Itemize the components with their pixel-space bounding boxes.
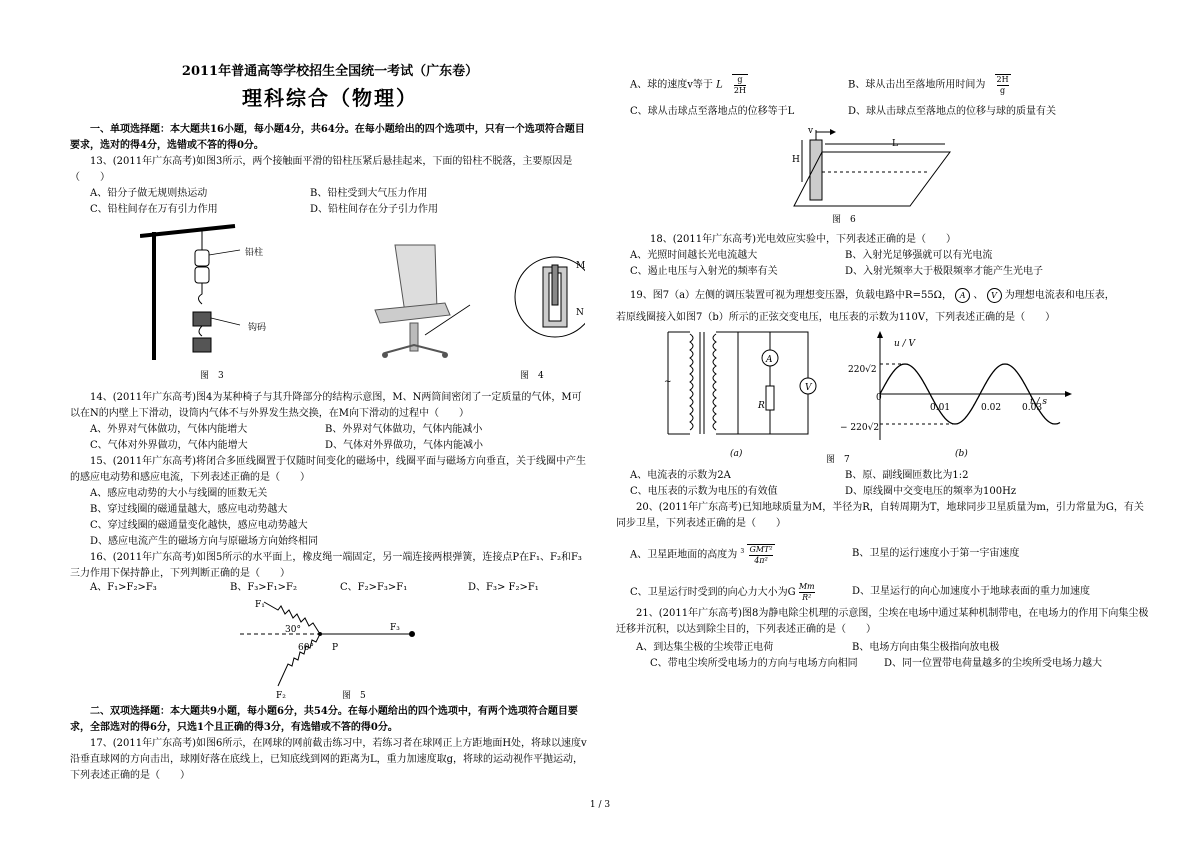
fig5-f1: F₁ — [255, 600, 265, 610]
fig7-ammeter-label: A — [766, 355, 773, 365]
q20-option-b: B、卫星的运行速度小于第一宇宙速度 — [852, 548, 1020, 559]
chart-ytick-neg: − 220√2 — [840, 423, 880, 433]
fig7-caption: 图 7 — [826, 455, 850, 465]
ammeter-symbol: A — [955, 288, 970, 303]
q21-option-a: A、到达集尘极的尘埃带正电荷 — [636, 642, 774, 653]
q15-option-b: B、穿过线圈的磁通量越大，感应电动势越大 — [90, 504, 288, 515]
chart-xtick-1: 0.01 — [930, 403, 951, 413]
q16-option-a: A、F₁>F₂>F₃ — [90, 582, 157, 593]
q21-option-d: D、同一位置带电荷量越多的尘埃所受电场力越大 — [884, 658, 1103, 669]
q17-option-b: B、球从击出至落地所用时间为 $\frac{2H}{g}$ — [848, 75, 1009, 95]
q19-option-a: A、电流表的示数为2A — [630, 470, 731, 481]
fig6-h: H — [792, 155, 800, 165]
fig7-resistor-label: R — [758, 401, 765, 411]
q13-option-b: B、铅柱受到大气压力作用 — [310, 188, 428, 199]
chart-y-arrow — [877, 331, 883, 338]
q20-option-a: A、卫星距地面的高度为 $^3$ GMT² 4π² — [630, 545, 773, 565]
chart-ytick-pos: 220√2 — [848, 365, 877, 375]
q19-option-b: B、原、副线圈匝数比为1:2 — [845, 470, 969, 481]
q20-option-d: D、卫星运行的向心加速度小于地球表面的重力加速度 — [852, 586, 1091, 597]
q14-option-a: A、外界对气体做功，气体内能增大 — [90, 424, 248, 435]
fig5-f3: F₃ — [390, 623, 400, 633]
fig3-label-lead: 铅柱 — [245, 248, 264, 258]
figure-4 — [365, 235, 585, 365]
q20-a-root: GMT² 4π² — [749, 545, 773, 565]
fig5-angle-60: 60° — [298, 643, 314, 653]
section1-heading: 一、单项选择题：本大题共16小题，每小题4分，共64分。在每小题给出的四个选项中，只有一个选项符合题目要求，选对的得4分，选错或不答的得0分。 — [70, 124, 585, 151]
q15-option-c: C、穿过线圈的磁通量变化越快，感应电动势越大 — [90, 520, 308, 531]
q16-stem: 16、(2011年广东高考)如图5所示的水平面上，橡皮绳一端固定，另一端连接两根弹簧，连接点P在F₁、F₂和F₃三力作用下保持静止，下列判断正确的是（ ） — [70, 552, 582, 579]
q13-option-c: C、铅柱间存在万有引力作用 — [90, 204, 218, 215]
fig3-label-hook: 钩码 — [248, 323, 267, 333]
q20-c-fraction: $\frac{Mm}{\text{R²}}$ — [798, 582, 815, 602]
fig4-label-m: M — [576, 261, 586, 271]
q19-option-d: D、原线圈中交变电压的频率为100Hz — [845, 486, 1017, 497]
q18-option-c: C、遏止电压与入射光的频率有关 — [630, 266, 778, 277]
q19-stem-line2: 若原线圈接入如图7（b）所示的正弦交变电压，电压表的示数为110V，下列表述正确的是（ ） — [616, 312, 1056, 323]
chart-ylabel: u / V — [894, 339, 916, 349]
fig3-caption: 图 3 — [200, 371, 224, 381]
figure-3 — [140, 220, 280, 380]
q17-option-a: A、球的速度v等于 L $\frac{g}{2H}$ — [630, 75, 746, 95]
fig7-voltmeter-label: V — [805, 383, 812, 393]
q14-option-d: D、气体对外界做功，气体内能减小 — [325, 440, 484, 451]
chart-xtick-3: 0.03 — [1022, 403, 1043, 413]
fig5-point-p: P — [332, 643, 339, 653]
exam-title: 2011年普通高等学校招生全国统一考试（广东卷） — [181, 64, 479, 79]
fig6-v: v — [808, 126, 814, 136]
q17-option-c: C、球从击球点至落地点的位移等于L — [630, 106, 795, 117]
q16-option-b: B、F₃>F₁>F₂ — [230, 582, 297, 593]
q16-option-d: D、F₃> F₂>F₁ — [468, 582, 539, 593]
q14-option-c: C、气体对外界做功，气体内能增大 — [90, 440, 248, 451]
q18-option-a: A、光照时间越长光电流越大 — [630, 250, 758, 261]
q15-stem: 15、(2011年广东高考)将闭合多匝线圈置于仅随时间变化的磁场中，线圈平面与磁场方向垂直，关于线圈中产生的感应电动势和感应电流，下列表述正确的是（ ） — [70, 456, 586, 483]
q17-b-sqrt: $\frac{2H}{g}$ — [996, 75, 1009, 95]
chart-xlabel: t / s — [1030, 397, 1047, 407]
q18-option-d: D、入射光频率大于极限频率才能产生光电子 — [845, 266, 1044, 277]
fig4-label-n: N — [576, 308, 584, 318]
chart-xtick-2: 0.02 — [981, 403, 1002, 413]
fig7-sub-b: (b) — [955, 449, 968, 459]
q20-stem: 20、(2011年广东高考)已知地球质量为M，半径为R，自转周期为T，地球同步卫星质量为m，引力常量为G，有关同步卫星，下列表述正确的是（ ） — [616, 502, 1144, 529]
section2-heading: 二、双项选择题：本大题共9小题，每小题6分，共54分。在每小题给出的四个选项中，有两个选项符合题目要求，全部选对的得6分，只选1个且正确的得3分，有选错或不答的得0分。 — [70, 706, 578, 733]
fig5-angle-30: 30° — [285, 625, 301, 635]
q14-option-b: B、外界对气体做功，气体内能减小 — [325, 424, 483, 435]
chart-origin: 0 — [876, 393, 882, 403]
q19-option-c: C、电压表的示数为电压的有效值 — [630, 486, 778, 497]
q17-stem: 17、(2011年广东高考)如图6所示，在网球的网前截击练习中，若练习者在球网正上方距地面H处，将球以速度v沿垂直球网的方向击出，球刚好落在底线上，已知底线到网的距离为L，重力加速度取g，将球的运动视作平抛运动，下列表述正确的是（ ） — [70, 738, 587, 781]
q13-option-d: D、铅柱间存在分子引力作用 — [310, 204, 439, 215]
fig7-source-label: ~ — [664, 377, 672, 387]
exam-subtitle: 理科综合（物理） — [242, 86, 418, 110]
q21-option-b: B、电场方向由集尘极指向放电极 — [852, 642, 1000, 653]
q18-option-b: B、入射光足够强就可以有光电流 — [845, 250, 993, 261]
q14-stem: 14、(2011年广东高考)图4为某种椅子与其升降部分的结构示意图，M、N两筒间密闭了一定质量的气体，M可以在N的内壁上下滑动，设筒内气体不与外界发生热交换，在M向下滑动的过程中（ ） — [70, 392, 582, 419]
fig5-f2: F₂ — [276, 691, 286, 701]
q15-option-a: A、感应电动势的大小与线圈的匝数无关 — [90, 488, 268, 499]
q13-option-a: A、铅分子做无规则热运动 — [90, 188, 208, 199]
q21-option-c: C、带电尘埃所受电场力的方向与电场方向相同 — [650, 658, 858, 669]
q19-stem-line1: 19、图7（a）左侧的调压装置可视为理想变压器，负载电路中R=55Ω， A 、 V 为理想电流表和电压表， — [630, 290, 1115, 301]
q17-a-sqrt: $\frac{g}{2H}$ — [733, 75, 746, 95]
q13-stem: 13、(2011年广东高考)如图3所示，两个接触面平滑的铅柱压紧后悬挂起来，下面的铅柱不脱落，主要原因是（ ） — [70, 156, 573, 183]
fig6-caption: 图 6 — [832, 215, 856, 225]
q17-option-d: D、球从击球点至落地点的位移与球的质量有关 — [848, 106, 1057, 117]
fig7-sub-a: (a) — [730, 449, 743, 459]
chart-x-arrow — [1065, 391, 1072, 397]
figure-7a-circuit — [660, 326, 820, 446]
q20-option-c: C、卫星运行时受到的向心力大小为G $\frac{Mm}{\text{R²}}$ — [630, 582, 815, 602]
q16-option-c: C、F₂>F₃>F₁ — [340, 582, 408, 593]
page-number: 1 / 3 — [589, 800, 611, 810]
fig4-caption: 图 4 — [520, 371, 544, 381]
q18-stem: 18、(2011年广东高考)光电效应实验中，下列表述正确的是（ ） — [650, 234, 956, 245]
q15-option-d: D、感应电流产生的磁场方向与原磁场方向始终相同 — [90, 536, 319, 547]
q21-stem: 21、(2011年广东高考)图8为静电除尘机理的示意图，尘埃在电场中通过某种机制带电，在电场力的作用下向集尘极迁移并沉积，以达到除尘目的，下列表述正确的是（ ） — [616, 608, 1149, 635]
fig6-l: L — [892, 139, 898, 149]
voltmeter-symbol: V — [987, 288, 1002, 303]
fig5-caption: 图 5 — [342, 691, 366, 701]
